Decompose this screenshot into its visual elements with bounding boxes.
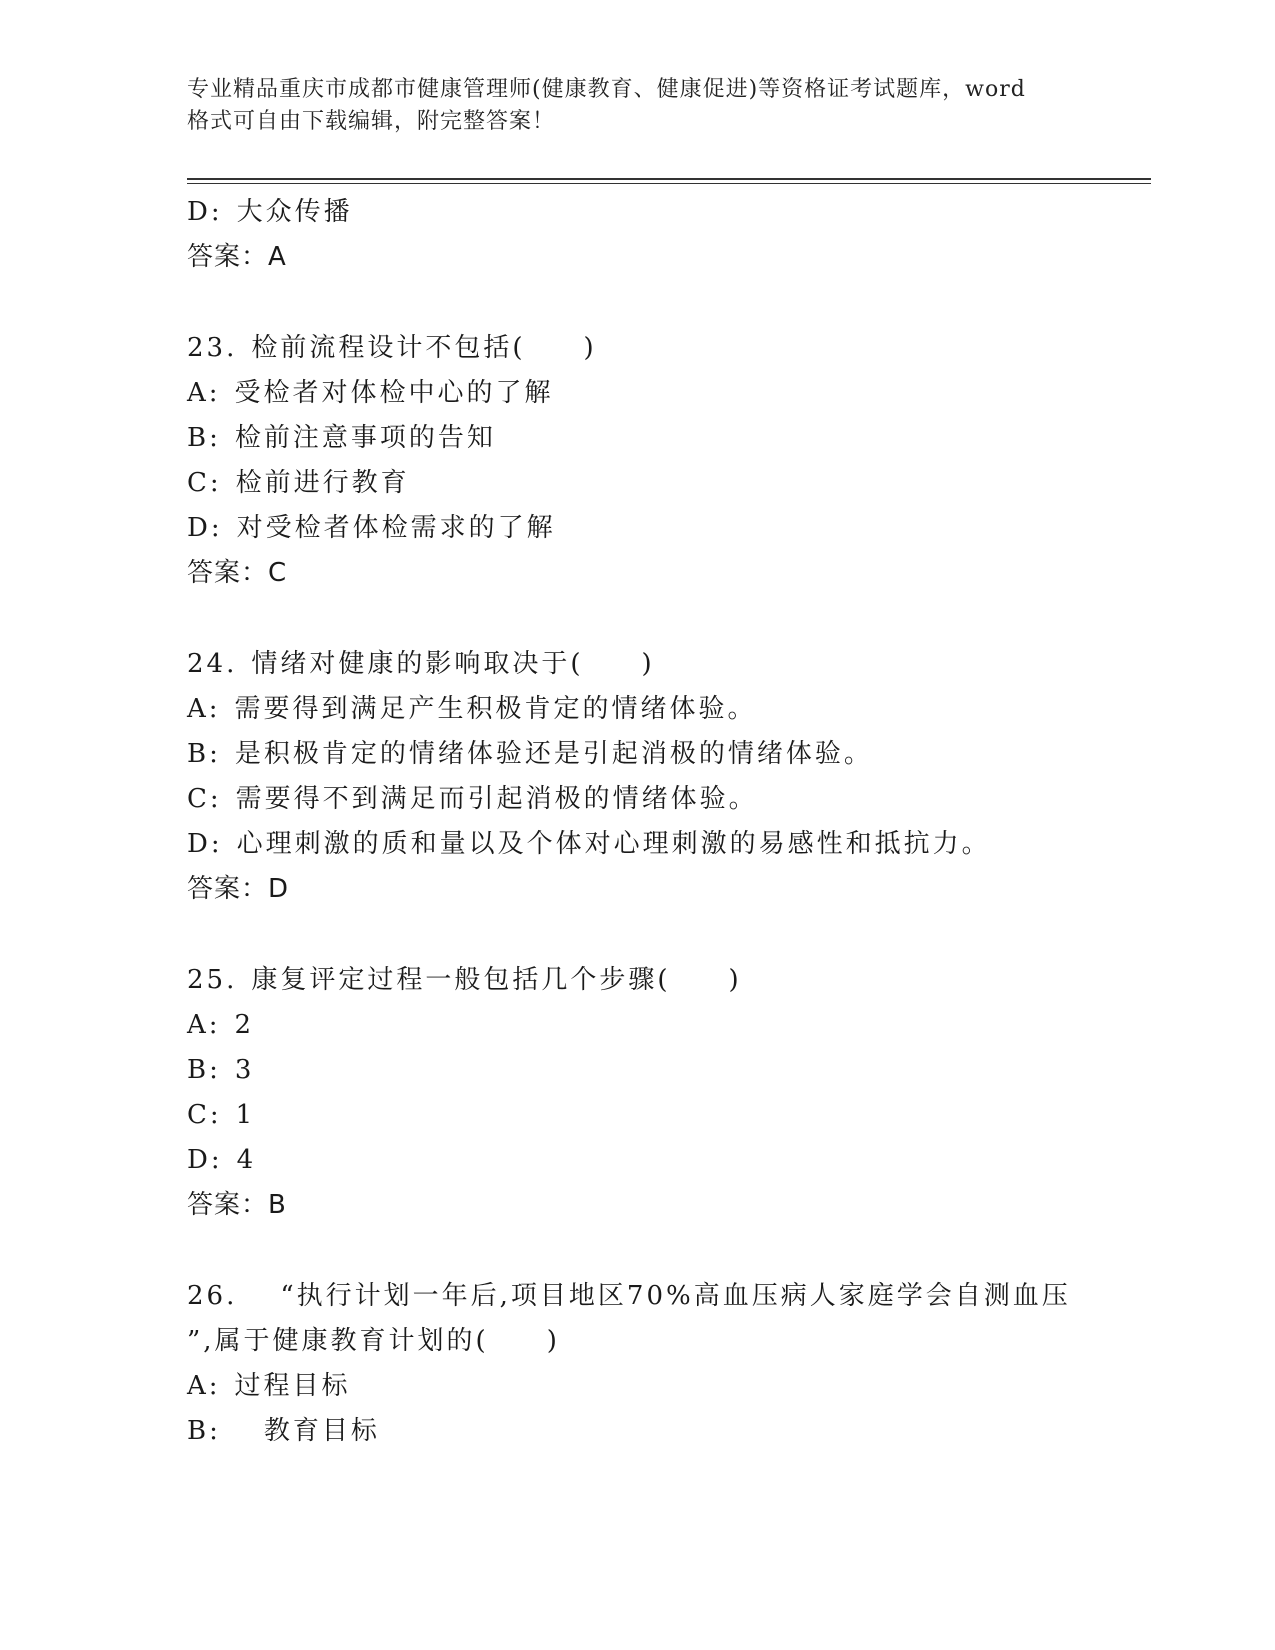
header-divider <box>187 178 1151 180</box>
answer-line <box>187 1183 1147 1228</box>
answer-value: D <box>268 874 290 904</box>
option-letter: B: <box>187 739 221 769</box>
option-text: 检前注意事项的告知 <box>234 423 496 453</box>
option-letter: B: <box>187 1055 221 1085</box>
option-line <box>187 822 1147 867</box>
answer-label: 答案： <box>187 242 269 272</box>
question-line <box>187 958 1147 1003</box>
option-line <box>187 1003 1147 1048</box>
answer-value: B <box>268 1190 287 1220</box>
answer-label: 答案： <box>187 1190 269 1220</box>
option-text: 3 <box>234 1055 255 1085</box>
answer-label: 答案： <box>187 558 269 588</box>
option-letter: C: <box>187 784 222 814</box>
answer-label: 答案： <box>187 874 269 904</box>
option-text: 受检者对体检中心的了解 <box>234 378 554 408</box>
option-text: 1 <box>235 1100 256 1130</box>
option-letter: C: <box>187 1100 222 1130</box>
answer-line <box>187 867 1147 912</box>
question-line <box>187 326 1147 371</box>
option-letter: A: <box>187 694 221 724</box>
option-text: 检前进行教育 <box>235 468 410 498</box>
option-text: 大众传播 <box>236 197 353 227</box>
option-line <box>187 1093 1147 1138</box>
option-letter: A: <box>187 1371 221 1401</box>
header-line-2: 格式可自由下载编辑，附完整答案！ <box>187 109 556 134</box>
header-line-1: 专业精品重庆市成都市健康管理师(健康教育、健康促进)等资格证考试题库，word <box>187 77 1026 102</box>
option-line <box>187 732 1147 777</box>
option-line <box>187 371 1147 416</box>
option-text: 需要得到满足产生积极肯定的情绪体验。 <box>234 694 757 724</box>
spacer <box>187 912 1147 958</box>
option-line <box>187 1364 1147 1409</box>
option-line <box>187 777 1147 822</box>
option-letter: B: <box>187 423 221 453</box>
option-line <box>187 416 1147 461</box>
question-number: 25. <box>187 965 238 995</box>
question-number: 26. <box>187 1281 238 1311</box>
question-text: 检前流程设计不包括( ) <box>251 333 597 363</box>
question-number: 23. <box>187 333 238 363</box>
header-divider-thin <box>187 183 1151 184</box>
option-text: 对受检者体检需求的了解 <box>236 513 556 543</box>
question-list <box>187 190 1147 1454</box>
option-text: 教育目标 <box>234 1416 380 1446</box>
option-letter: D: <box>187 1145 223 1175</box>
option-line <box>187 506 1147 551</box>
page-header <box>187 74 1087 138</box>
option-line <box>187 1138 1147 1183</box>
spacer <box>187 596 1147 642</box>
question-number: 24. <box>187 649 238 679</box>
option-text: 需要得不到满足而引起消极的情绪体验。 <box>235 784 758 814</box>
option-letter: C: <box>187 468 222 498</box>
option-letter: D: <box>187 829 223 859</box>
option-text: 是积极肯定的情绪体验还是引起消极的情绪体验。 <box>234 739 873 769</box>
option-line <box>187 190 1147 235</box>
question-text: 康复评定过程一般包括几个步骤( ) <box>251 965 742 995</box>
option-text: 过程目标 <box>234 1371 351 1401</box>
spacer <box>187 1228 1147 1274</box>
option-letter: D: <box>187 513 223 543</box>
answer-line <box>187 235 1147 280</box>
option-letter: A: <box>187 1010 221 1040</box>
option-line <box>187 1048 1147 1093</box>
question-continuation: ”,属于健康教育计划的( ) <box>187 1326 560 1356</box>
option-line <box>187 461 1147 506</box>
option-line <box>187 687 1147 732</box>
option-line <box>187 1409 1147 1454</box>
option-letter: D: <box>187 197 223 227</box>
spacer <box>187 280 1147 326</box>
answer-line <box>187 551 1147 596</box>
option-text: 4 <box>236 1145 257 1175</box>
question-text: 情绪对健康的影响取决于( ) <box>251 649 655 679</box>
question-line <box>187 642 1147 687</box>
question-text: “执行计划一年后,项目地区70%高血压病人家庭学会自测血压 <box>251 1281 1071 1311</box>
option-letter: B: <box>187 1416 221 1446</box>
question-line <box>187 1274 1147 1319</box>
option-text: 2 <box>234 1010 255 1040</box>
answer-value: A <box>268 242 287 272</box>
answer-value: C <box>268 558 288 588</box>
option-text: 心理刺激的质和量以及个体对心理刺激的易感性和抵抗力。 <box>236 829 991 859</box>
option-letter: A: <box>187 378 221 408</box>
